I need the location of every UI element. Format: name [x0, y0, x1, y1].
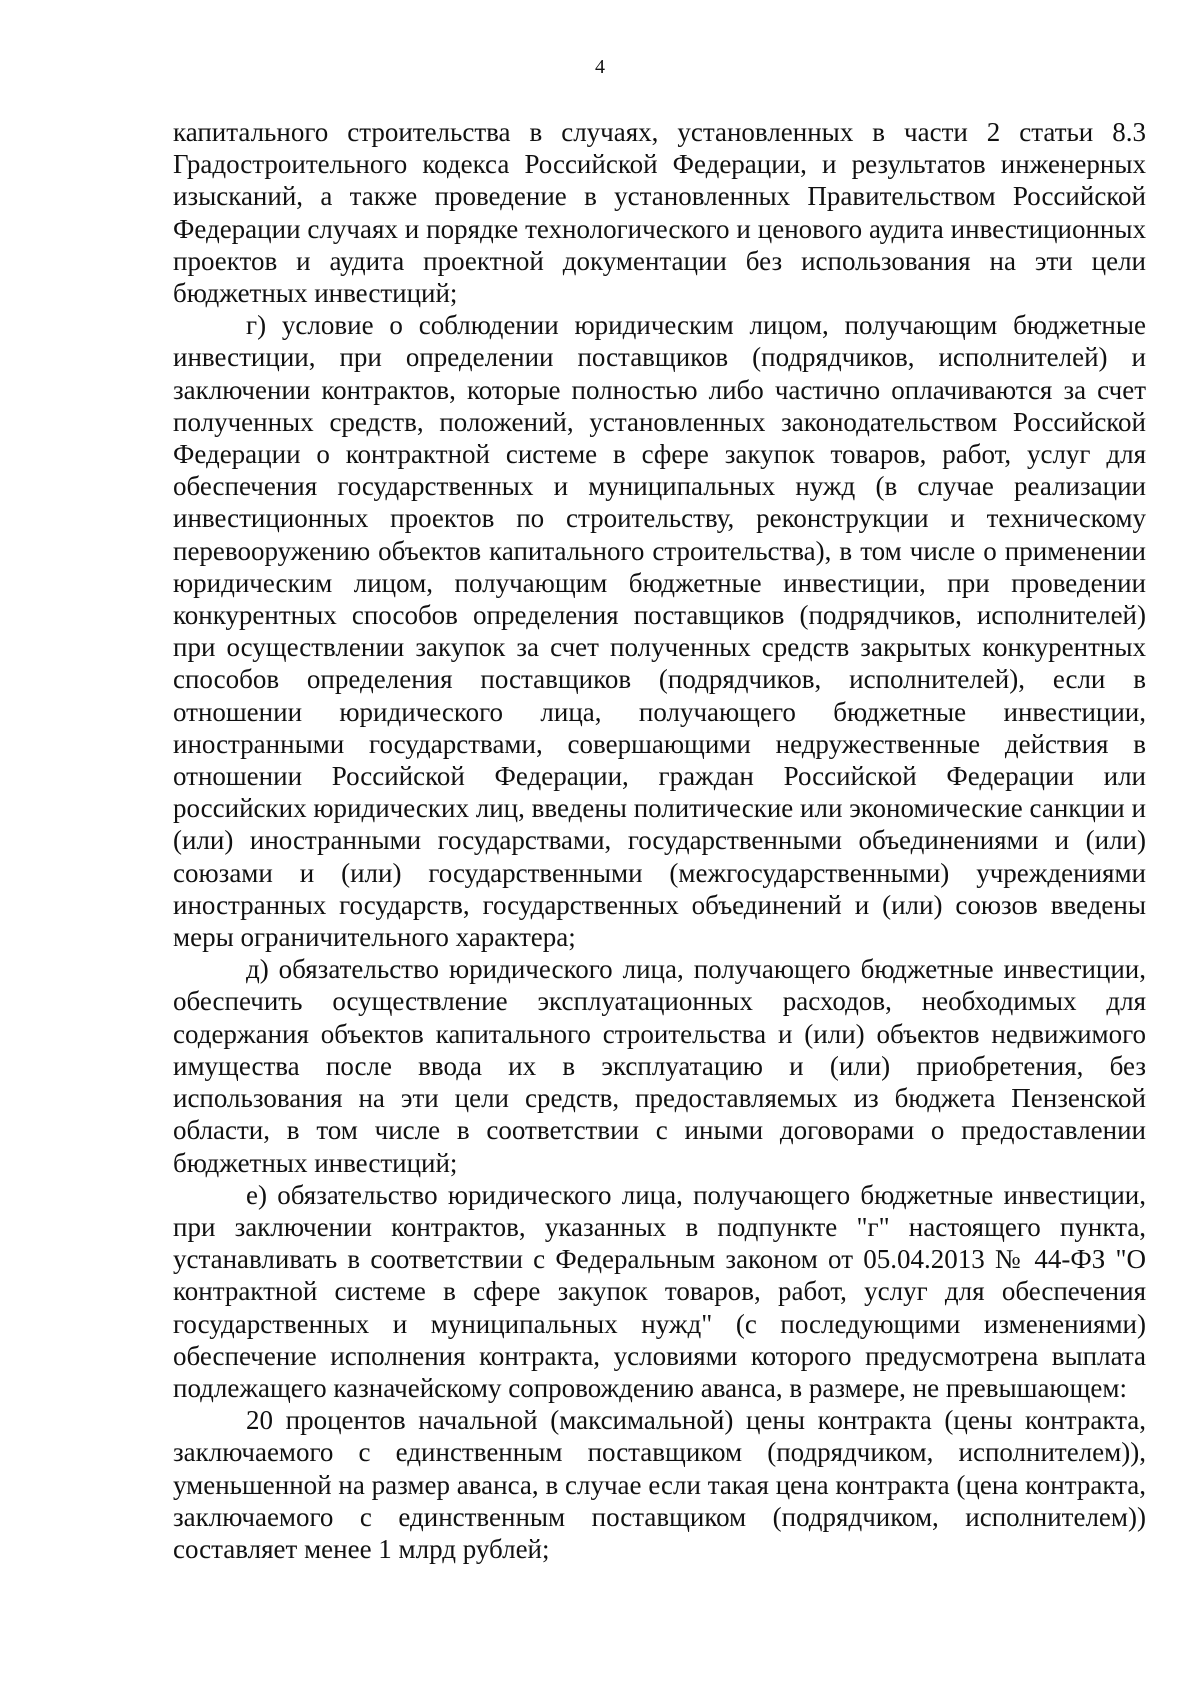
document-body — [173, 116, 1146, 1565]
paragraph-item-e: е) обязательство юридического лица, получающего бюджетные инвестиции, при заключении контрактов, указанных в подпункте "г" настоящего пункта, устанавливать в соответствии с Федеральным законом от 05.04.2013 № 44-ФЗ "О контрактной системе в сфере закупок товаров, работ, услуг для обеспечения государственных и муниципальных нужд" (с последующими изменениями) обеспечение исполнения контракта, условиями которого предусмотрена выплата подлежащего казначейскому сопровождению аванса, в размере, не превышающем: — [173, 1179, 1146, 1403]
paragraph-continuation: капитального строительства в случаях, установленных в части 2 статьи 8.3 Градостроительного кодекса Российской Федерации, и результатов инженерных изысканий, а также проведение в установленных Правительством Российской Федерации случаях и порядке технологического и ценового аудита инвестиционных проектов и аудита проектной документации без использования на эти цели бюджетных инвестиций; — [173, 117, 1146, 309]
paragraph-item-g: г) условие о соблюдении юридическим лицом, получающим бюджетные инвестиции, при определении поставщиков (подрядчиков, исполнителей) и заключении контрактов, которые полностью либо частично оплачиваются за счет полученных средств, положений, установленных законодательством Российской Федерации о контрактной системе в сфере закупок товаров, работ, услуг для обеспечения государственных и муниципальных нужд (в случае реализации инвестиционных проектов по строительству, реконструкции и техническому перевооружению объектов капитального строительства), в том числе о применении юридическим лицом, получающим бюджетные инвестиции, при проведении конкурентных способов определения поставщиков (подрядчиков, исполнителей) при осуществлении закупок за счет полученных средств закрытых конкурентных способов определения поставщиков (подрядчиков, исполнителей), если в отношении юридического лица, получающего бюджетные инвестиции, иностранными государствами, совершающими недружественные действия в отношении Российской Федерации, граждан Российской Федерации или российских юридических лиц, введены политические или экономические санкции и (или) иностранными государствами, государственными объединениями и (или) союзами и (или) государственными (межгосударственными) учреждениями иностранных государств, государственных объединений и (или) союзов введены меры ограничительного характера; — [173, 310, 1146, 953]
paragraph-twenty-percent: 20 процентов начальной (максимальной) цены контракта (цены контракта, заключаемого с единственным поставщиком (подрядчиком, исполнителем)), уменьшенной на размер аванса, в случае если такая цена контракта (цена контракта, заключаемого с единственным поставщиком (подрядчиком, исполнителем)) составляет менее 1 млрд рублей; — [173, 1405, 1146, 1564]
page-number: 4 — [595, 56, 605, 78]
paragraph-item-d: д) обязательство юридического лица, получающего бюджетные инвестиции, обеспечить осуществление эксплуатационных расходов, необходимых для содержания объектов капитального строительства и (или) объектов недвижимого имущества после ввода их в эксплуатацию и (или) приобретения, без использования на эти цели средств, предоставляемых из бюджета Пензенской области, в том числе в соответствии с иными договорами о предоставлении бюджетных инвестиций; — [173, 954, 1146, 1178]
